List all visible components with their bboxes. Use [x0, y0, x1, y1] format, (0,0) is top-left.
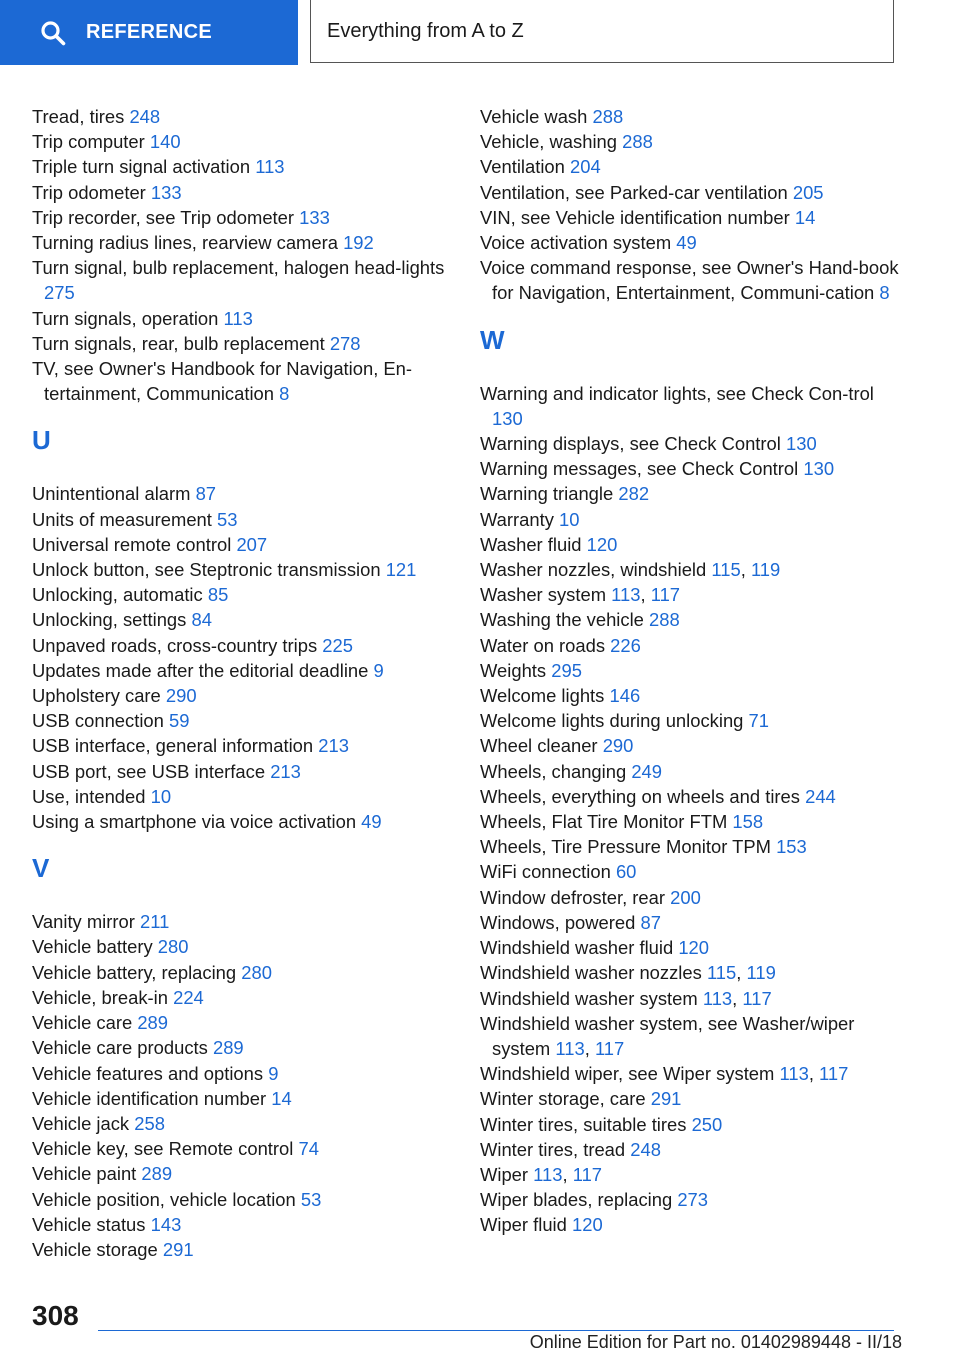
page-reference-link[interactable]: 291 — [650, 1088, 682, 1110]
page-reference-link[interactable]: 85 — [207, 584, 229, 606]
index-entry — [32, 507, 452, 532]
footer-divider — [98, 1330, 894, 1331]
page-reference-link[interactable]: 213 — [318, 735, 349, 757]
index-entry — [32, 985, 452, 1010]
page-reference-link[interactable]: 87 — [640, 911, 661, 933]
index-entry-text: USB connection — [32, 710, 164, 732]
index-entry: Windshield washer system 113, 117 — [480, 987, 772, 1009]
index-entry-text: Turn signals, operation — [32, 307, 219, 329]
index-entry-text: Universal remote control — [32, 533, 232, 555]
index-entry-text: Wiper fluid — [480, 1214, 567, 1236]
page-reference-link[interactable]: 115 — [711, 559, 741, 581]
page-reference-link[interactable]: 205 — [792, 181, 824, 203]
index-entry-text: Warning and indicator lights, see Check Con‐trol — [480, 382, 874, 404]
index-entry — [480, 481, 900, 506]
index-entry-text: Vehicle jack — [32, 1112, 130, 1134]
chapter-title-text: Everything from A to Z — [327, 19, 524, 42]
index-entry-text: Updates made after the editorial deadline — [32, 659, 369, 681]
page-reference-link[interactable]: 258 — [134, 1112, 165, 1134]
index-entry — [480, 809, 900, 834]
page-reference-link[interactable]: 146 — [609, 685, 641, 707]
index-entry-text: USB interface, general information — [32, 735, 314, 757]
page-reference-link[interactable]: 8 — [279, 383, 290, 405]
index-entry-text: Windshield washer nozzles — [480, 962, 702, 984]
index-entry-text: Vehicle wash — [480, 106, 588, 127]
index-entry-text: Vehicle paint — [32, 1163, 137, 1185]
index-entry-text: Unintentional alarm — [32, 483, 191, 505]
page-reference-link[interactable]: 120 — [678, 937, 710, 959]
page-reference-link[interactable]: 207 — [236, 533, 268, 555]
page-reference-link[interactable]: 130 — [803, 458, 835, 480]
page-reference-link[interactable]: 248 — [630, 1138, 661, 1160]
index-entry — [480, 1187, 900, 1212]
index-entry-text: Water on roads — [480, 634, 606, 656]
page-reference-link[interactable]: 282 — [618, 483, 650, 505]
index-entry-text: Washing the vehicle — [480, 609, 644, 631]
index-entry — [32, 205, 452, 230]
page-reference-link[interactable]: 60 — [615, 861, 637, 883]
index-entry — [32, 306, 452, 331]
index-entry-text: Windows, powered — [480, 911, 636, 933]
page-reference-link[interactable]: 115 — [706, 962, 737, 984]
index-entry — [480, 507, 900, 532]
index-entry-text: Vehicle storage — [32, 1238, 158, 1260]
index-entry-text: Windshield washer fluid — [480, 937, 674, 959]
index-entry-text: Window defroster, rear — [480, 886, 666, 908]
index-entry — [480, 910, 900, 935]
index-entry: Windshield washer nozzles 115, 119 — [480, 962, 776, 984]
index-entry-text: Warning messages, see Check Control — [480, 458, 799, 480]
index-entry — [32, 607, 452, 632]
index-entry-text: Winter tires, suitable tires — [480, 1113, 687, 1135]
index-entry-text: Welcome lights — [480, 685, 605, 707]
page-number: 308 — [32, 1300, 79, 1331]
index-letter-heading: U — [32, 425, 51, 456]
page-reference-link[interactable]: 143 — [150, 1213, 182, 1235]
index-entry — [480, 180, 900, 205]
index-entry — [32, 784, 452, 809]
index-entry-text: Voice activation system — [480, 232, 672, 254]
index-entry-text: Unpaved roads, cross-country trips — [32, 634, 318, 656]
index-entry — [32, 331, 452, 356]
index-entry — [32, 356, 452, 406]
page-reference-link[interactable]: 84 — [191, 609, 212, 631]
index-entry-text: Ventilation — [480, 156, 565, 178]
index-entry — [480, 154, 900, 179]
page-reference-link[interactable]: 204 — [570, 156, 601, 178]
index-entry: Washer system 113, 117 — [480, 584, 681, 606]
index-entry-text: Turn signals, rear, bulb replacement — [32, 332, 325, 354]
index-entry — [32, 104, 452, 129]
index-entry — [480, 633, 900, 658]
page-reference-link[interactable]: 113 — [223, 307, 253, 329]
index-entry — [480, 1112, 900, 1137]
page-reference-link[interactable]: 248 — [129, 106, 161, 127]
index-entry — [480, 658, 900, 683]
index-entry — [480, 683, 900, 708]
index-entry — [480, 1137, 900, 1162]
page-reference-link[interactable]: 140 — [149, 131, 181, 153]
index-entry — [480, 456, 900, 481]
index-entry-text: Use, intended — [32, 785, 146, 807]
page-reference-link[interactable]: 87 — [195, 483, 217, 505]
index-entry-text: Unlocking, settings — [32, 609, 187, 631]
page-reference-link[interactable]: 113 — [702, 987, 733, 1009]
page-reference-link[interactable]: 295 — [551, 659, 582, 681]
page-reference-link[interactable]: 117 — [650, 584, 681, 606]
index-entry — [480, 859, 900, 884]
page-reference-link[interactable]: 14 — [794, 206, 816, 228]
page-reference-link[interactable]: 113 — [555, 1037, 585, 1059]
page-reference-link[interactable]: 273 — [677, 1189, 708, 1211]
index-entry — [32, 230, 452, 255]
search-icon — [40, 20, 66, 46]
index-entry — [480, 935, 900, 960]
index-entry — [32, 1111, 452, 1136]
index-entry-text: Wheels, changing — [480, 760, 627, 782]
page-reference-link[interactable]: 288 — [649, 609, 680, 631]
index-entry-text: Wheels, Flat Tire Monitor FTM — [480, 811, 728, 833]
index-letter-heading: W — [480, 324, 505, 355]
index-entry-text: Wheels, Tire Pressure Monitor TPM — [480, 836, 771, 858]
index-entry-text: Using a smartphone via voice activation — [32, 811, 357, 833]
index-entry — [32, 1035, 452, 1060]
index-entry-text: Vehicle battery, replacing — [32, 961, 237, 983]
page-reference-link[interactable]: 250 — [691, 1113, 723, 1135]
index-entry-text: Trip recorder, see Trip odometer — [32, 206, 295, 228]
index-entry-text: Vehicle, washing — [480, 131, 617, 153]
index-entry — [32, 1187, 452, 1212]
index-entry — [32, 481, 452, 506]
index-entry-text: Wiper blades, replacing — [480, 1189, 673, 1211]
page-reference-link[interactable]: 10 — [150, 785, 172, 807]
page-reference-link[interactable]: 280 — [241, 961, 272, 983]
index-entry-text: Vehicle care products — [32, 1037, 208, 1059]
index-entry-text: Wheels, everything on wheels and tires — [480, 785, 800, 807]
index-entry — [32, 633, 452, 658]
page-reference-link[interactable]: 120 — [572, 1214, 603, 1236]
page-reference-link[interactable]: 53 — [217, 508, 238, 530]
index-entry — [32, 1237, 452, 1262]
page-reference-link[interactable]: 288 — [622, 131, 653, 153]
index-entry — [32, 1212, 452, 1237]
index-entry — [32, 658, 452, 683]
page-reference-link[interactable]: 59 — [169, 710, 190, 732]
index-entry — [480, 431, 900, 456]
page-reference-link[interactable]: 119 — [750, 559, 781, 581]
index-entry-text: Vehicle status — [32, 1213, 146, 1235]
page-reference-link[interactable]: 74 — [298, 1138, 319, 1160]
index-entry-text: Wiper — [480, 1163, 529, 1185]
index-entry — [480, 532, 900, 557]
index-entry-text: Voice command response, see Owner's Hand‐book for Navigation, Entertainment, Communi‐cation — [480, 257, 899, 304]
index-entry-text: Turning radius lines, rearview camera — [32, 232, 338, 254]
index-column-left — [32, 104, 452, 1262]
page-reference-link[interactable]: 291 — [162, 1238, 194, 1260]
index-entry — [32, 934, 452, 959]
index-entry — [480, 129, 900, 154]
index-entry-text: Turn signal, bulb replacement, halogen head‐lights — [32, 257, 445, 279]
index-entry-text: Vehicle care — [32, 1012, 133, 1034]
page-reference-link[interactable]: 289 — [137, 1012, 168, 1034]
page-reference-link[interactable]: 278 — [329, 332, 361, 354]
index-entry-text: WiFi connection — [480, 861, 611, 883]
index-entry-text: Windshield washer system — [480, 987, 698, 1009]
page-reference-link[interactable]: 289 — [212, 1037, 244, 1059]
index-column-right — [480, 104, 900, 1238]
reference-tab-label: REFERENCE — [86, 21, 213, 43]
index-entry: Windshield washer system, see Washer/wiper system 113, 117 — [480, 1012, 855, 1059]
index-entry-text: Trip computer — [32, 131, 145, 153]
index-entry-text: Wheel cleaner — [480, 735, 598, 757]
page-reference-link[interactable]: 290 — [165, 685, 197, 707]
index-entry-text: Ventilation, see Parked-car ventilation — [480, 181, 788, 203]
index-entry-text: Vehicle position, vehicle location — [32, 1188, 296, 1210]
index-entry-text: Windshield wiper, see Wiper system — [480, 1063, 775, 1085]
index-entry-text: Washer nozzles, windshield — [480, 559, 707, 581]
index-entry-text: Upholstery care — [32, 685, 161, 707]
index-entry — [480, 205, 900, 230]
page-reference-link[interactable]: 71 — [748, 710, 769, 732]
page-reference-link[interactable]: 225 — [322, 634, 353, 656]
page-reference-link[interactable]: 119 — [746, 962, 776, 984]
page-reference-link[interactable]: 121 — [385, 559, 417, 581]
page-reference-link[interactable]: 120 — [586, 533, 618, 555]
index-entry — [32, 532, 452, 557]
index-entry — [480, 759, 900, 784]
index-entry — [32, 960, 452, 985]
edition-footer: Online Edition for Part no. 01402989448 - II/18 — [529, 1332, 902, 1352]
page-reference-link[interactable]: 113 — [611, 584, 641, 606]
index-entry — [32, 683, 452, 708]
page-reference-link[interactable]: 200 — [670, 886, 701, 908]
index-entry-text: Vehicle battery — [32, 936, 153, 958]
index-entry-text: Vanity mirror — [32, 911, 135, 933]
index-entry-text: Winter tires, tread — [480, 1138, 626, 1160]
page-reference-link[interactable]: 9 — [268, 1062, 279, 1084]
page-reference-link[interactable]: 133 — [299, 206, 330, 228]
index-entry — [480, 230, 900, 255]
page-reference-link[interactable]: 117 — [742, 987, 772, 1009]
index-entry — [480, 733, 900, 758]
index-entry-text: Vehicle identification number — [32, 1087, 267, 1109]
page-reference-link[interactable]: 244 — [805, 785, 836, 807]
index-entry — [32, 129, 452, 154]
index-entry — [32, 1061, 452, 1086]
index-entry — [32, 1086, 452, 1111]
index-entry — [480, 255, 900, 305]
index-entry-text: VIN, see Vehicle identification number — [480, 206, 790, 228]
index-entry-text: USB port, see USB interface — [32, 760, 266, 782]
index-entry-text: Winter storage, care — [480, 1088, 646, 1110]
index-entry — [480, 708, 900, 733]
page-reference-link[interactable]: 49 — [676, 232, 697, 254]
index-entry — [480, 381, 900, 431]
page-reference-link[interactable]: 289 — [141, 1163, 173, 1185]
index-entry-text: Unlocking, automatic — [32, 584, 203, 606]
page-reference-link[interactable]: 290 — [602, 735, 634, 757]
index-entry — [480, 607, 900, 632]
index-entry-text: Tread, tires — [32, 106, 125, 127]
page-reference-link[interactable]: 158 — [732, 811, 764, 833]
index-entry-text: Trip odometer — [32, 181, 146, 203]
index-entry-text: Vehicle, break-in — [32, 986, 168, 1008]
page-reference-link[interactable]: 280 — [157, 936, 189, 958]
page-reference-link[interactable]: 249 — [631, 760, 663, 782]
index-entry-text: Warning triangle — [480, 483, 614, 505]
index-entry — [480, 784, 900, 809]
index-entry — [480, 885, 900, 910]
index-entry — [32, 809, 452, 834]
page-reference-link[interactable]: 49 — [361, 811, 382, 833]
page-reference-link[interactable]: 53 — [300, 1188, 322, 1210]
index-entry-text: Unlock button, see Steptronic transmission — [32, 559, 381, 581]
index-entry-text: Vehicle features and options — [32, 1062, 264, 1084]
index-entry — [480, 1212, 900, 1237]
page-reference-link[interactable]: 117 — [819, 1063, 849, 1085]
index-letter-heading: V — [32, 853, 50, 884]
index-entry-text: Warning displays, see Check Control — [480, 433, 781, 455]
page-reference-link[interactable]: 213 — [270, 760, 301, 782]
index-entry-text: Washer system — [480, 584, 607, 606]
page-reference-link[interactable]: 133 — [150, 181, 182, 203]
page-reference-link[interactable]: 226 — [610, 634, 641, 656]
index-entry-text: Warranty — [480, 508, 554, 530]
index-entry: Windshield wiper, see Wiper system 113, 117 — [480, 1063, 849, 1085]
index-entry-text: Weights — [480, 659, 547, 681]
index-entry — [32, 1010, 452, 1035]
index-entry — [32, 255, 452, 305]
index-entry — [32, 557, 452, 582]
page-reference-link[interactable]: 113 — [779, 1063, 809, 1085]
index-entry — [32, 759, 452, 784]
page-reference-link[interactable]: 113 — [255, 156, 285, 178]
page-reference-link[interactable]: 113 — [533, 1163, 563, 1185]
index-entry-text: Vehicle key, see Remote control — [32, 1138, 294, 1160]
page-reference-link[interactable]: 275 — [44, 282, 75, 304]
page-reference-link[interactable]: 130 — [492, 407, 523, 429]
index-entry-text: Units of measurement — [32, 508, 212, 530]
page-reference-link[interactable]: 224 — [173, 986, 204, 1008]
reference-tab[interactable] — [0, 0, 298, 65]
index-entry: Wiper 113, 117 — [480, 1163, 603, 1185]
index-entry — [32, 582, 452, 607]
page-reference-link[interactable]: 211 — [140, 911, 170, 933]
page-reference-link[interactable]: 10 — [559, 508, 580, 530]
index-entry-text: Washer fluid — [480, 533, 582, 555]
index-entry — [32, 733, 452, 758]
index-entry — [480, 104, 900, 129]
page-reference-link[interactable]: 8 — [879, 282, 890, 304]
page-reference-link[interactable]: 130 — [785, 433, 817, 455]
page-reference-link[interactable]: 192 — [343, 232, 374, 254]
index-entry — [32, 180, 452, 205]
index-entry-text: TV, see Owner's Handbook for Navigation, En‐tertainment, Communication — [32, 358, 413, 405]
page-reference-link[interactable]: 117 — [572, 1163, 603, 1185]
index-entry-text: Triple turn signal activation — [32, 156, 251, 178]
index-entry — [480, 834, 900, 859]
page-reference-link[interactable]: 9 — [373, 659, 384, 681]
index-entry — [32, 1161, 452, 1186]
index-entry-text: Welcome lights during unlocking — [480, 710, 744, 732]
page-reference-link[interactable]: 117 — [594, 1037, 625, 1059]
index-entry — [32, 1136, 452, 1161]
index-entry — [32, 154, 452, 179]
page-reference-link[interactable]: 14 — [271, 1087, 292, 1109]
chapter-title — [310, 0, 894, 63]
index-entry — [32, 909, 452, 934]
index-entry — [480, 1086, 900, 1111]
page-reference-link[interactable]: 153 — [776, 836, 807, 858]
index-entry-text: Windshield washer system, see Washer/wiper system — [480, 1012, 855, 1059]
index-entry: Washer nozzles, windshield 115, 119 — [480, 559, 781, 581]
index-entry — [32, 708, 452, 733]
page-reference-link[interactable]: 288 — [592, 106, 624, 127]
